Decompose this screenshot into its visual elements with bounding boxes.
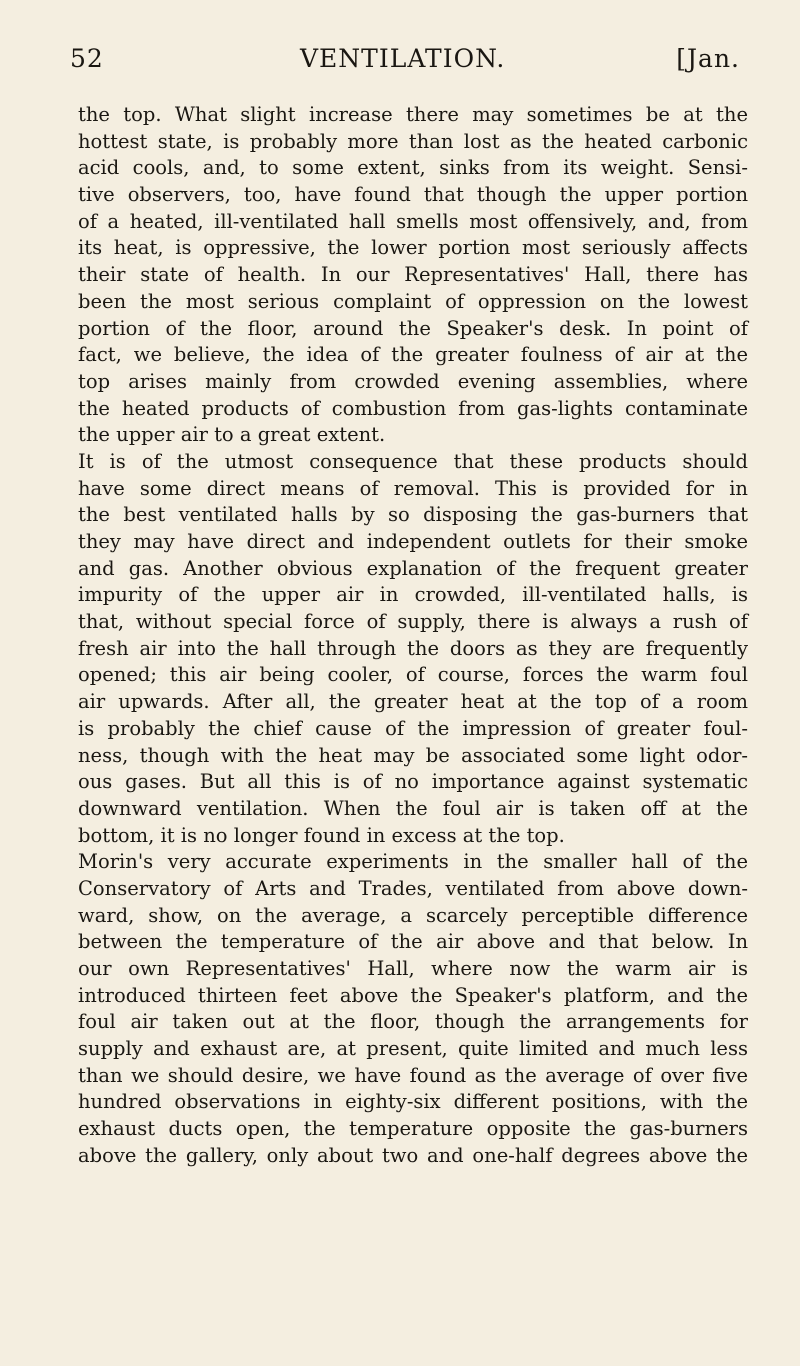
text-line: the best ventilated halls by so disposing the gas-burners that — [78, 503, 748, 527]
running-title: VENTILATION. — [300, 44, 506, 73]
text-line: bottom, it is no longer found in excess at the top. — [78, 823, 565, 847]
text-line: hottest state, is probably more than lost as the heated carbonic — [78, 129, 748, 153]
text-line: between the temperature of the air above and that below. In — [78, 930, 748, 954]
text-line: fact, we believe, the idea of the greater foulness of air at the — [78, 343, 748, 367]
text-line: its heat, is oppressive, the lower portion most seriously affects — [78, 236, 748, 260]
text-line: Conservatory of Arts and Trades, ventilated from above down- — [78, 876, 748, 900]
text-line: hundred observations in eighty-six different positions, with the — [78, 1090, 748, 1114]
text-line: opened; this air being cooler, of course, forces the warm foul — [78, 663, 748, 687]
text-line: portion of the floor, around the Speaker's desk. In point of — [78, 316, 748, 340]
paragraph-start-line: It is of the utmost consequence that these products should — [78, 449, 748, 473]
text-line: their state of health. In our Representatives' Hall, there has — [78, 263, 748, 287]
text-line: top arises mainly from crowded evening assemblies, where — [78, 369, 748, 393]
text-line: that, without special force of supply, there is always a rush of — [78, 610, 748, 634]
text-line: ness, though with the heat may be associated some light odor- — [78, 743, 748, 767]
text-line: foul air taken out at the floor, though the arrangements for — [78, 1010, 748, 1034]
page-header — [70, 44, 740, 84]
text-line: been the most serious complaint of oppression on the lowest — [78, 289, 748, 313]
text-line: than we should desire, we have found as the average of over five — [78, 1063, 748, 1087]
text-line: air upwards. After all, the greater heat at the top of a room — [78, 690, 748, 714]
text-line: acid cools, and, to some extent, sinks from its weight. Sensi- — [78, 156, 748, 180]
paragraph-start-line: Morin's very accurate experiments in the smaller hall of the — [78, 850, 748, 874]
page-number: 52 — [70, 44, 104, 73]
text-line: tive observers, too, have found that though the upper portion — [78, 183, 748, 207]
text-line: the heated products of combustion from gas-lights contaminate — [78, 396, 748, 420]
running-date: [Jan. — [676, 44, 740, 73]
text-line: of a heated, ill-ventilated hall smells most offensively, and, from — [78, 209, 748, 233]
text-line: downward ventilation. When the foul air is taken off at the — [78, 796, 748, 820]
text-line: introduced thirteen feet above the Speaker's platform, and the — [78, 983, 748, 1007]
text-line: impurity of the upper air in crowded, ill-ventilated halls, is — [78, 583, 748, 607]
text-line: supply and exhaust are, at present, quite limited and much less — [78, 1037, 748, 1061]
text-line: the top. What slight increase there may sometimes be at the — [78, 103, 748, 126]
text-line: ward, show, on the average, a scarcely perceptible difference — [78, 903, 748, 927]
text-line: above the gallery, only about two and one-half degrees above the — [78, 1143, 748, 1167]
text-line: and gas. Another obvious explanation of the frequent greater — [78, 556, 748, 580]
text-line: is probably the chief cause of the impression of greater foul- — [78, 716, 748, 740]
text-line: they may have direct and independent outlets for their smoke — [78, 530, 748, 553]
text-line: fresh air into the hall through the doors as they are frequently — [78, 636, 748, 660]
text-line: ous gases. But all this is of no importance against systematic — [78, 770, 748, 794]
text-line: the upper air to a great extent. — [78, 423, 386, 447]
text-line: our own Representatives' Hall, where now the warm air is — [78, 957, 748, 980]
text-line: exhaust ducts open, the temperature opposite the gas-burners — [78, 1117, 748, 1141]
body-text — [78, 102, 748, 1170]
text-line: have some direct means of removal. This is provided for in — [78, 476, 748, 500]
